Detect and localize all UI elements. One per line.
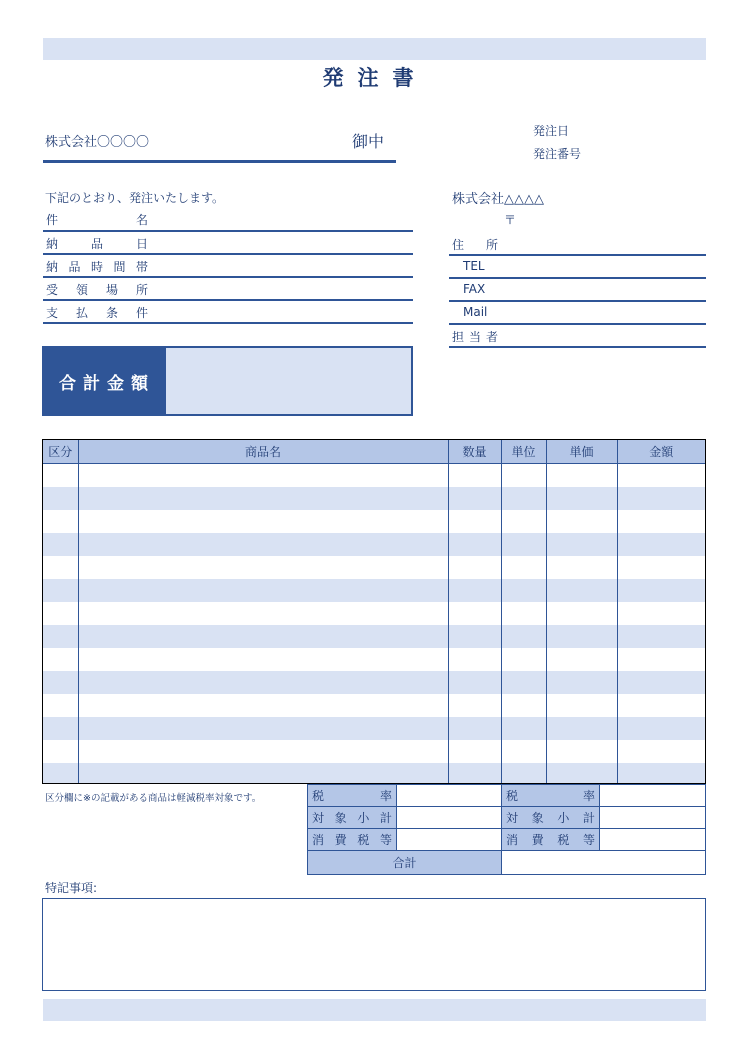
tax-rate-label-2: 税 率 xyxy=(502,785,600,807)
taxable-subtotal-label-2: 対 象 小 計 xyxy=(502,807,600,829)
supplier-mail xyxy=(449,301,706,324)
grand-total-row xyxy=(308,851,706,875)
cell-amount[interactable] xyxy=(617,763,705,784)
cell-unit-price[interactable] xyxy=(546,671,617,694)
cell-category[interactable] xyxy=(43,625,78,648)
cell-product[interactable] xyxy=(78,510,448,533)
cell-unit-price[interactable] xyxy=(546,579,617,602)
table-row xyxy=(43,763,705,784)
field-delivery-date xyxy=(43,231,413,254)
cell-unit[interactable] xyxy=(501,625,546,648)
cell-amount[interactable] xyxy=(617,533,705,556)
cell-amount[interactable] xyxy=(617,579,705,602)
table-row xyxy=(43,648,705,671)
items-body xyxy=(43,464,705,785)
cell-amount[interactable] xyxy=(617,740,705,763)
table-row xyxy=(43,671,705,694)
header-unit-price: 単価 xyxy=(546,440,617,464)
cell-product[interactable] xyxy=(78,533,448,556)
total-amount-label: 合計金額 xyxy=(42,346,166,416)
field-subject xyxy=(43,207,413,231)
cell-amount[interactable] xyxy=(617,602,705,625)
cell-quantity[interactable] xyxy=(448,625,501,648)
supplier-fax-label: FAX xyxy=(463,282,486,296)
table-row xyxy=(43,556,705,579)
field-receiving-place-label: 受 領 場 所 xyxy=(46,283,148,297)
field-subject-label: 件 名 xyxy=(46,213,148,227)
tax-rate-row xyxy=(308,785,706,807)
cell-unit-price[interactable] xyxy=(546,487,617,510)
cell-unit-price[interactable] xyxy=(546,533,617,556)
field-payment-terms xyxy=(43,300,413,323)
cell-quantity[interactable] xyxy=(448,602,501,625)
cell-unit-price[interactable] xyxy=(546,464,617,488)
cell-category[interactable] xyxy=(43,510,78,533)
cell-quantity[interactable] xyxy=(448,740,501,763)
cell-quantity[interactable] xyxy=(448,717,501,740)
cell-product[interactable] xyxy=(78,763,448,784)
cell-unit-price[interactable] xyxy=(546,625,617,648)
consumption-tax-value-1[interactable] xyxy=(397,829,502,851)
cell-unit[interactable] xyxy=(501,763,546,784)
cell-product[interactable] xyxy=(78,671,448,694)
cell-unit[interactable] xyxy=(501,694,546,717)
header-amount: 金額 xyxy=(617,440,705,464)
cell-category[interactable] xyxy=(43,740,78,763)
cell-product[interactable] xyxy=(78,625,448,648)
cell-category[interactable] xyxy=(43,694,78,717)
cell-unit-price[interactable] xyxy=(546,602,617,625)
order-date-label: 発注日 xyxy=(533,124,570,138)
cell-unit[interactable] xyxy=(501,464,546,488)
supplier-tel xyxy=(449,255,706,278)
cell-product[interactable] xyxy=(78,579,448,602)
cell-quantity[interactable] xyxy=(448,510,501,533)
cell-amount[interactable] xyxy=(617,625,705,648)
addressee-underline xyxy=(43,160,396,163)
cell-product[interactable] xyxy=(78,487,448,510)
document-title: 発注書 xyxy=(322,66,428,90)
cell-unit[interactable] xyxy=(501,533,546,556)
consumption-tax-label-2: 消 費 税 等 xyxy=(502,829,600,851)
cell-product[interactable] xyxy=(78,602,448,625)
cell-category[interactable] xyxy=(43,579,78,602)
special-notes-field[interactable] xyxy=(42,898,706,991)
bottom-band xyxy=(43,999,706,1021)
cell-unit-price[interactable] xyxy=(546,510,617,533)
cell-unit[interactable] xyxy=(501,671,546,694)
taxable-subtotal-value-2[interactable] xyxy=(600,807,706,829)
cell-category[interactable] xyxy=(43,671,78,694)
cell-category[interactable] xyxy=(43,533,78,556)
cell-product[interactable] xyxy=(78,556,448,579)
cell-quantity[interactable] xyxy=(448,648,501,671)
taxable-subtotal-label-1: 対 象 小 計 xyxy=(308,807,397,829)
cell-product[interactable] xyxy=(78,648,448,671)
tax-rate-value-2[interactable] xyxy=(600,785,706,807)
supplier-fax xyxy=(449,278,706,301)
cell-product[interactable] xyxy=(78,717,448,740)
tax-rate-label-1: 税 率 xyxy=(308,785,397,807)
header-product: 商品名 xyxy=(78,440,448,464)
consumption-tax-label-1: 消 費 税 等 xyxy=(308,829,397,851)
addressee-name: 株式会社〇〇〇〇 xyxy=(45,135,150,150)
cell-quantity[interactable] xyxy=(448,671,501,694)
cell-product[interactable] xyxy=(78,694,448,717)
cell-category[interactable] xyxy=(43,464,78,488)
taxable-subtotal-value-1[interactable] xyxy=(397,807,502,829)
items-header-row xyxy=(43,440,705,464)
items-table xyxy=(42,439,706,784)
cell-amount[interactable] xyxy=(617,671,705,694)
table-row xyxy=(43,717,705,740)
order-fields xyxy=(43,207,413,323)
cell-unit[interactable] xyxy=(501,487,546,510)
cell-unit[interactable] xyxy=(501,579,546,602)
field-delivery-date-label: 納 品 日 xyxy=(46,237,148,251)
cell-product[interactable] xyxy=(78,464,448,488)
cell-amount[interactable] xyxy=(617,556,705,579)
cell-unit-price[interactable] xyxy=(546,694,617,717)
cell-category[interactable] xyxy=(43,648,78,671)
top-band xyxy=(43,38,706,60)
supplier-contact-label: 担 当 者 xyxy=(452,330,498,344)
header-quantity: 数量 xyxy=(448,440,501,464)
table-row xyxy=(43,694,705,717)
cell-quantity[interactable] xyxy=(448,579,501,602)
cell-amount[interactable] xyxy=(617,717,705,740)
cell-unit[interactable] xyxy=(501,717,546,740)
table-row xyxy=(43,510,705,533)
cell-unit[interactable] xyxy=(501,510,546,533)
cell-amount[interactable] xyxy=(617,487,705,510)
tax-summary-table xyxy=(307,784,706,875)
cell-unit-price[interactable] xyxy=(546,717,617,740)
cell-product[interactable] xyxy=(78,740,448,763)
supplier-mail-label: Mail xyxy=(463,305,488,319)
order-number-label: 発注番号 xyxy=(533,147,582,161)
field-receiving-place xyxy=(43,277,413,300)
cell-quantity[interactable] xyxy=(448,556,501,579)
cell-category[interactable] xyxy=(43,556,78,579)
table-row xyxy=(43,579,705,602)
intro-text: 下記のとおり、発注いたします。 xyxy=(45,191,225,205)
supplier-name: 株式会社△△△△ xyxy=(452,192,544,207)
cell-unit-price[interactable] xyxy=(546,648,617,671)
supplier-fields xyxy=(449,232,706,347)
supplier-address xyxy=(449,232,706,255)
tax-rate-value-1[interactable] xyxy=(397,785,502,807)
grand-total-value[interactable] xyxy=(502,851,706,875)
cell-unit-price[interactable] xyxy=(546,763,617,784)
cell-category[interactable] xyxy=(43,602,78,625)
consumption-tax-value-2[interactable] xyxy=(600,829,706,851)
table-row xyxy=(43,625,705,648)
cell-unit-price[interactable] xyxy=(546,740,617,763)
grand-total-label: 合計 xyxy=(308,851,502,875)
cell-unit[interactable] xyxy=(501,648,546,671)
header-category: 区分 xyxy=(43,440,78,464)
header-unit: 単位 xyxy=(501,440,546,464)
supplier-tel-label: TEL xyxy=(463,259,485,273)
supplier-address-label: 住 所 xyxy=(452,238,498,252)
cell-quantity[interactable] xyxy=(448,487,501,510)
cell-unit[interactable] xyxy=(501,740,546,763)
cell-quantity[interactable] xyxy=(448,464,501,488)
table-row xyxy=(43,740,705,763)
cell-amount[interactable] xyxy=(617,510,705,533)
table-row xyxy=(43,487,705,510)
cell-quantity[interactable] xyxy=(448,533,501,556)
cell-amount[interactable] xyxy=(617,464,705,488)
cell-quantity[interactable] xyxy=(448,763,501,784)
cell-quantity[interactable] xyxy=(448,694,501,717)
table-row xyxy=(43,602,705,625)
cell-unit[interactable] xyxy=(501,556,546,579)
cell-category[interactable] xyxy=(43,487,78,510)
table-row xyxy=(43,533,705,556)
special-notes-label: 特記事項: xyxy=(45,881,98,895)
addressee-honorific: 御中 xyxy=(352,132,385,151)
cell-unit-price[interactable] xyxy=(546,556,617,579)
cell-unit[interactable] xyxy=(501,602,546,625)
supplier-contact xyxy=(449,324,706,347)
cell-amount[interactable] xyxy=(617,648,705,671)
cell-amount[interactable] xyxy=(617,694,705,717)
taxable-subtotal-row xyxy=(308,807,706,829)
cell-category[interactable] xyxy=(43,763,78,784)
consumption-tax-row xyxy=(308,829,706,851)
cell-category[interactable] xyxy=(43,717,78,740)
field-payment-terms-label: 支 払 条 件 xyxy=(46,306,148,320)
table-row xyxy=(43,464,705,488)
field-delivery-time-label: 納 品 時 間 帯 xyxy=(46,260,148,274)
field-delivery-time xyxy=(43,254,413,277)
reduced-tax-note: 区分欄に※の記載がある商品は軽減税率対象です。 xyxy=(45,793,262,804)
postal-mark: 〒 xyxy=(504,213,517,227)
